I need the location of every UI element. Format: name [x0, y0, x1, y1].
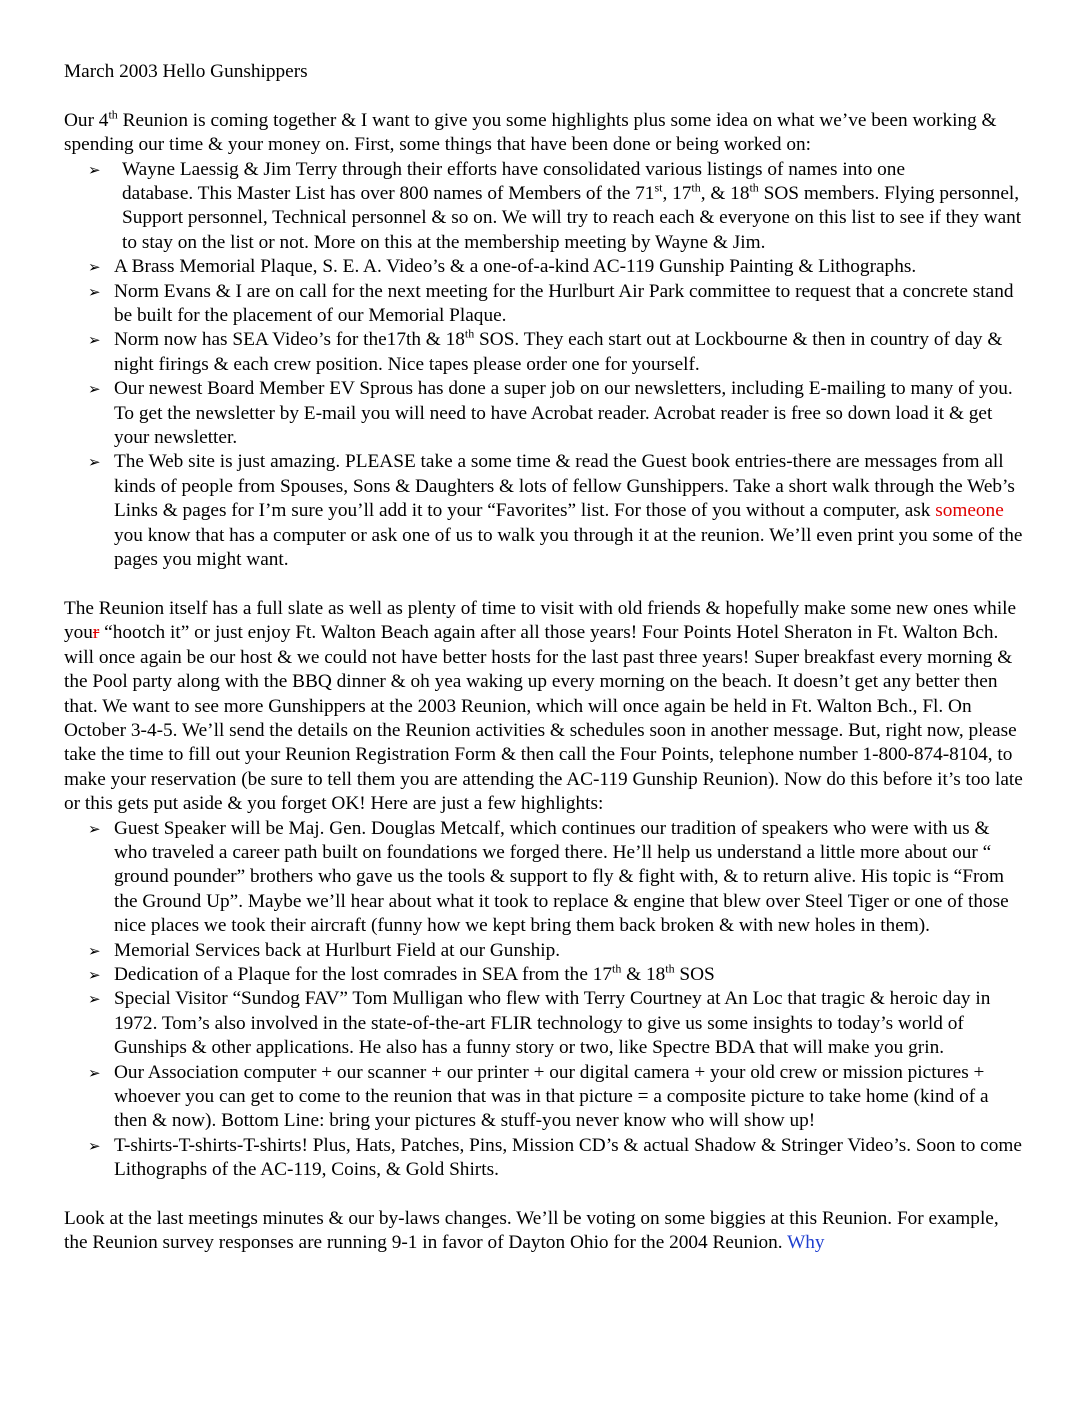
highlighted-word: someone — [935, 500, 1004, 522]
item-text: T-shirts-T-shirts-T-shirts! Plus, Hats, Patches, Pins, Mission CD’s & actual Shadow & Stringer Video’s. Soon to come Lithographs of the AC-119, Coins, & Gold Shirts. — [114, 1134, 1022, 1181]
arrow-bullet-icon: ➢ — [88, 160, 101, 179]
list-item — [88, 817, 1024, 939]
item-text: Our newest Board Member EV Sprous has done a super job on our newsletters, including E-mailing to many of you. To get the newsletter by E-mail you will need to have Acrobat reader. Acrobat reader is free so down load it & get your newsletter. — [114, 378, 1013, 449]
letter-heading — [64, 60, 1024, 84]
letter-page — [64, 60, 1024, 1256]
paragraph-text-b: “hootch it” or just enjoy Ft. Walton Beach again after all those years! Four Points Hotel Sheraton in Ft. Walton Bch. will once again be our host & we could not have better hosts for the last past three years! Super breakfast every morning & the Pool party along with the BBQ dinner & oh yea waking up every morning on the beach. It doesn’t get any better then that. We want to see more Gunshippers at the 2003 Reunion, which will once again be held in Ft. Walton Bch., Fl. On October 3-4-5. We’ll send the details on the Reunion activities & schedules soon in another message. But, right now, please take the time to fill out your Reunion Registration Form & then call the Four Points, telephone number 1-800-874-8104, to make your reservation (be sure to tell them you are attending the AC-119 Gunship Reunion). Now do this before it’s too late or this gets put aside & you forget OK! Here are just a few highlights: — [64, 622, 1023, 815]
item-text-b: , 17 — [662, 183, 692, 205]
item-text-d: SOS members. Flying personnel, Support personnel, Technical personnel & so on. We will try to reach each & everyone on this list to see if they want to stay on the list or not. More on this at the membership meeting by Wayne & Jim. — [122, 183, 1022, 253]
superscript: st — [654, 180, 663, 195]
heading-text: March 2003 Hello Gunshippers — [64, 61, 308, 82]
arrow-bullet-icon: ➢ — [88, 966, 101, 984]
superscript: th — [464, 327, 475, 342]
superscript: th — [749, 180, 759, 195]
list-item — [88, 280, 1024, 329]
intro-text-a: Our 4 — [64, 109, 109, 131]
item-text-b: SOS. They each start out at Lockbourne & then in country of day & night firings & each crew position. Nice tapes please order one for yourself. — [114, 329, 1003, 375]
spacer — [64, 84, 1024, 108]
intro-text-b: Reunion is coming together & I want to give you some highlights plus some idea on what we’ve been working & spending our time & your money on. First, some things that have been done or being worked on: — [64, 109, 997, 156]
list-item — [88, 939, 1024, 963]
reunion-paragraph — [64, 597, 1024, 817]
list-item — [88, 158, 1024, 256]
item-text: Our Association computer + our scanner + our printer + our digital camera + your old crew or mission pictures + whoever you can get to come to the reunion that was in that picture = a composite picture to take home (kind of a then & now). Bottom Line: bring your pictures & stuff-you never know who will show up! — [114, 1061, 989, 1132]
item-text: Special Visitor “Sundog FAV” Tom Mulligan who flew with Terry Courtney at An Loc that tragic & heroic day in 1972. Tom’s also involved in the state-of-the-art FLIR technology to give us some insights to today’s world of Gunships & other applications. He also has a funny story or two, like Spectre BDA that will make you grin. — [114, 988, 991, 1059]
item-text: Memorial Services back at Hurlburt Field at our Gunship. — [114, 939, 561, 961]
list-item — [88, 377, 1024, 450]
highlights-list — [64, 817, 1024, 1183]
list-item — [88, 327, 1024, 377]
intro-paragraph — [64, 109, 1024, 158]
arrow-bullet-icon: ➢ — [88, 819, 101, 838]
item-text-c: SOS — [674, 964, 715, 985]
superscript: th — [691, 180, 701, 195]
arrow-bullet-icon: ➢ — [88, 990, 101, 1009]
list-item — [88, 255, 1024, 279]
highlighted-word: Why — [787, 1232, 825, 1254]
item-text-continued — [114, 182, 1024, 255]
list-item — [88, 450, 1024, 572]
closing-paragraph — [64, 1207, 1024, 1256]
arrow-bullet-icon: ➢ — [88, 331, 101, 350]
struck-letter: r — [92, 622, 100, 644]
superscript: th — [611, 961, 622, 976]
arrow-bullet-icon: ➢ — [88, 1063, 101, 1082]
arrow-bullet-icon: ➢ — [88, 282, 101, 301]
item-text: A Brass Memorial Plaque, S. E. A. Video’s & a one-of-a-kind AC-119 Gunship Painting & Lithographs. — [114, 256, 917, 278]
item-text-c: , & 18 — [700, 183, 750, 205]
arrow-bullet-icon: ➢ — [88, 1136, 101, 1155]
intro-superscript: th — [108, 107, 118, 122]
item-text-a: Norm now has SEA Video’s for the17th & 18 — [114, 329, 465, 351]
item-text-a: Dedication of a Plaque for the lost comrades in SEA from the 17 — [114, 964, 612, 985]
item-text: Wayne Laessig & Jim Terry through their efforts have consolidated various listings of names into one — [122, 158, 905, 180]
arrow-bullet-icon: ➢ — [88, 941, 101, 960]
superscript: th — [665, 961, 675, 976]
arrow-bullet-icon: ➢ — [88, 380, 101, 399]
item-text: Guest Speaker will be Maj. Gen. Douglas Metcalf, which continues our tradition of speakers who were with us & who traveled a career path built on foundations we forged there. He’ll help us understand a little more about our “ ground pounder” brothers who gave us the tools & support to fly & fight with, & to return alive. His topic is “From the Ground Up”. Maybe we’ll hear about what it took to replace & engine that blew over Steel Tiger or one of those nice places we took their aircraft (funny how we kept bring them back broken & with new holes in them). — [114, 817, 1009, 937]
item-text-a: database. This Master List has over 800 names of Members of the 71 — [122, 183, 655, 205]
item-text-b: you know that has a computer or ask one of us to walk you through it at the reunion. We’ll even print you some of the pages you might want. — [114, 524, 1023, 571]
list-item — [88, 987, 1024, 1060]
item-text-b: & 18 — [621, 964, 666, 985]
progress-list — [64, 158, 1024, 573]
item-text-a: The Web site is just amazing. PLEASE take a some time & read the Guest book entries-there are messages from all kinds of people from Spouses, Sons & Daughters & lots of fellow Gunshippers. Take a short walk through the Web’s Links & pages for I’m sure you’ll add it to your “Favorites” list. For those of you without a computer, ask — [114, 451, 1015, 522]
list-item — [88, 1134, 1024, 1183]
list-item — [88, 1061, 1024, 1134]
list-item — [88, 961, 1024, 987]
arrow-bullet-icon: ➢ — [88, 453, 101, 472]
arrow-bullet-icon: ➢ — [88, 258, 101, 277]
spacer — [64, 1183, 1024, 1207]
spacer — [64, 573, 1024, 597]
item-text: Norm Evans & I are on call for the next meeting for the Hurlburt Air Park committee to request that a concrete stand be built for the placement of our Memorial Plaque. — [114, 280, 1014, 327]
paragraph-text-a: The Reunion itself has a full slate as well as plenty of time to visit with old friends & hopefully make some new ones while you — [64, 597, 1017, 644]
paragraph-text: Look at the last meetings minutes & our by-laws changes. We’ll be voting on some biggies at this Reunion. For example, the Reunion survey responses are running 9-1 in favor of Dayton Ohio for the 2004 Reunion. — [64, 1208, 999, 1254]
